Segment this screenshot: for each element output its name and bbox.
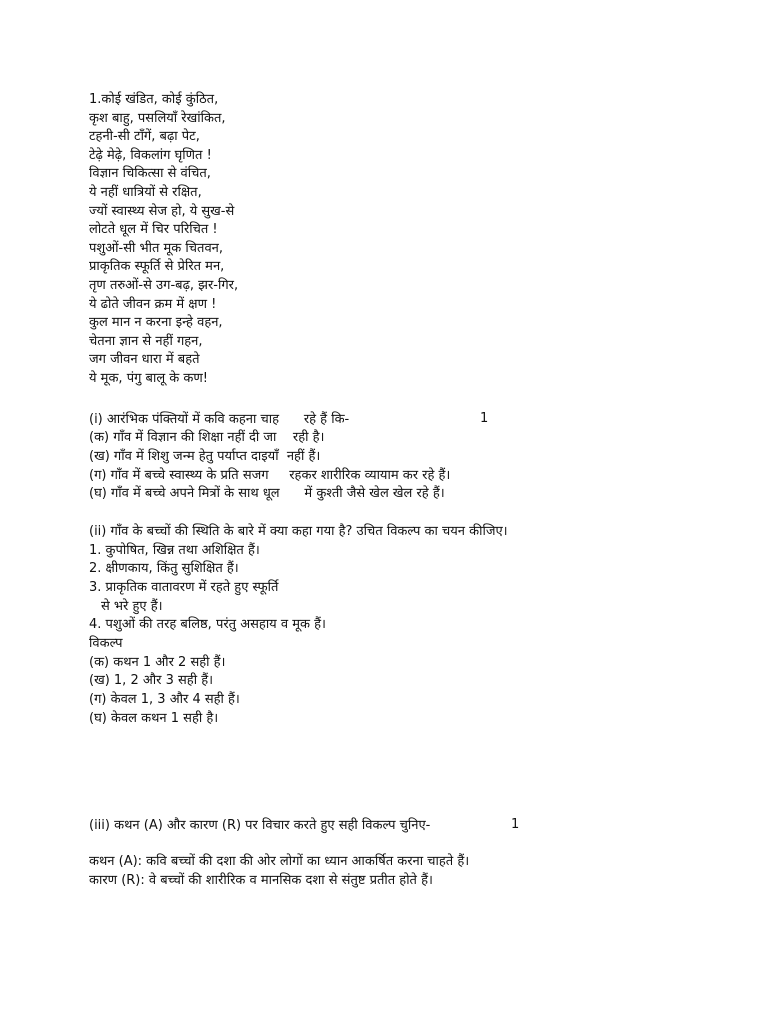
question-1-marks: 1: [480, 410, 489, 426]
poem-line: पशुओं-सी भीत मूक चितवन,: [89, 240, 224, 256]
poem-line: कृश बाहु, पसलियाँ रेखांकित,: [89, 110, 226, 126]
document-page: [89, 91, 729, 891]
poem-line: जग जीवन धारा में बहते: [89, 352, 200, 368]
poem-line: तृण तरुओं-से उग-बढ़, झर-गिर,: [89, 277, 239, 293]
question-3-marks: 1: [511, 816, 520, 832]
poem-stanza: [89, 91, 729, 389]
statement-4: 4. पशुओं की तरह बलिष्ठ, परंतु असहाय व मूक हैं।: [89, 617, 326, 633]
poem-line: ये मूक, पंगु बालू के कण!: [89, 370, 208, 386]
option-ga: (ग) केवल 1, 3 और 4 सही हैं।: [89, 692, 240, 708]
poem-line: ये ढोते जीवन क्रम में क्षण !: [89, 296, 217, 312]
question-3: [89, 817, 729, 891]
poem-line: कुल मान न करना इन्हे वहन,: [89, 315, 223, 331]
statement-3-continued: से भरे हुए हैं।: [101, 598, 163, 614]
statement-1: 1. कुपोषित, खिन्न तथा अशिक्षित हैं।: [89, 542, 260, 558]
assertion: कथन (A): कवि बच्चों की दशा की ओर लोगों का ध्यान आकर्षित करना चाहते हैं।: [89, 854, 470, 870]
question-1: [89, 411, 729, 504]
poem-line: लोटते धूल में चिर परिचित !: [89, 222, 218, 238]
question-1-text: (i) आरंभिक पंक्तियों में कवि कहना चाह रहे हैं कि-: [89, 411, 350, 427]
option-ka: (क) कथन 1 और 2 सही हैं।: [89, 654, 226, 670]
question-3-text: (iii) कथन (A) और कारण (R) पर विचार करते हुए सही विकल्प चुनिए-: [89, 817, 431, 833]
poem-line: 1.कोई खंडित, कोई कुंठित,: [89, 92, 219, 107]
poem-line: प्राकृतिक स्फूर्ति से प्रेरित मन,: [89, 259, 225, 275]
question-2: [89, 523, 729, 729]
poem-line: चेतना ज्ञान से नहीं गहन,: [89, 333, 203, 349]
poem-line: विज्ञान चिकित्सा से वंचित,: [89, 166, 211, 182]
option-kha: (ख) गाँव में शिशु जन्म हेतु पर्याप्त दाइयाँ नहीं हैं।: [89, 448, 321, 464]
option-ga: (ग) गाँव में बच्चे स्वास्थ्य के प्रति सजग रहकर शारीरिक व्यायाम कर रहे हैं।: [89, 467, 451, 483]
poem-line: टेढ़े मेढ़े, विकलांग घृणित !: [89, 147, 212, 163]
option-gha: (घ) गाँव में बच्चे अपने मित्रों के साथ धूल में कुश्ती जैसे खेल खेल रहे हैं।: [89, 486, 445, 502]
poem-line: ज्यों स्वास्थ्य सेज हो, ये सुख-से: [89, 203, 235, 219]
question-2-text: (ii) गाँव के बच्चों की स्थिति के बारे में क्या कहा गया है? उचित विकल्प का चयन कीजिए।: [89, 523, 508, 539]
statement-3: 3. प्राकृतिक वातावरण में रहते हुए स्फूर्ति: [89, 580, 279, 595]
poem-line: टहनी-सी टाँगें, बढ़ा पेट,: [89, 129, 200, 145]
poem-line: ये नहीं धात्रियों से रक्षित,: [89, 184, 202, 200]
option-ka: (क) गाँव में विज्ञान की शिक्षा नहीं दी जा रही है।: [89, 430, 325, 446]
reason: कारण (R): वे बच्चों की शारीरिक व मानसिक दशा से संतुष्ट प्रतीत होते हैं।: [89, 872, 433, 888]
statement-2: 2. क्षीणकाय, किंतु सुशिक्षित हैं।: [89, 561, 239, 577]
options-label: विकल्प: [89, 636, 123, 652]
option-kha: (ख) 1, 2 और 3 सही हैं।: [89, 673, 214, 689]
option-gha: (घ) केवल कथन 1 सही है।: [89, 710, 219, 726]
